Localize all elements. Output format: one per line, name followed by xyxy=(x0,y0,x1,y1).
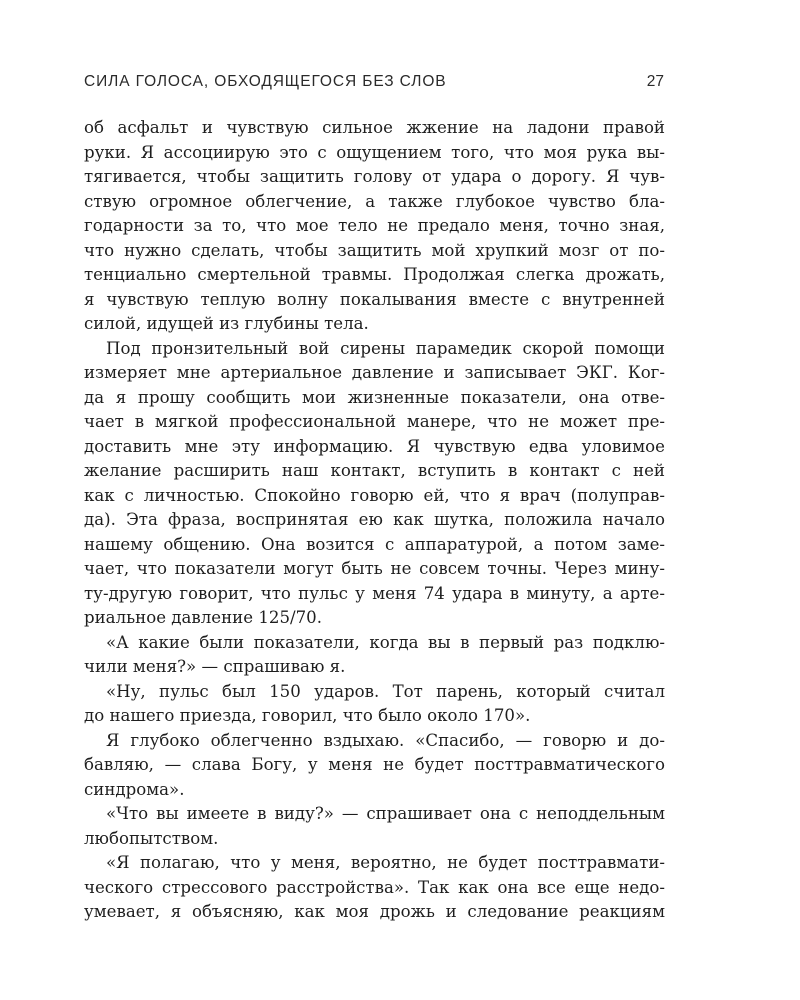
text-line: я чувствую теплую волну покалывания вместе с внутренней xyxy=(84,289,665,309)
text-line: бавляю, — слава Богу, у меня не будет посттравматического xyxy=(84,755,665,774)
text-line: Под пронзительный вой сирены парамедик скорой помощи xyxy=(106,338,665,358)
paragraph xyxy=(84,631,665,680)
body-text xyxy=(84,116,665,925)
text-line: чает в мягкой профессиональной манере, что не может пре- xyxy=(84,412,665,431)
text-line: «Ну, пульс был 150 ударов. Тот парень, который считал xyxy=(106,681,665,701)
text-line: риальное давление 125/70. xyxy=(84,608,322,627)
paragraph xyxy=(84,729,665,803)
text-line: желание расширить наш контакт, вступить в контакт с ней xyxy=(84,461,665,480)
text-line: доставить мне эту информацию. Я чувствую едва уловимое xyxy=(84,436,665,456)
text-line: нашему общению. Она возится с аппаратурой, а потом заме- xyxy=(84,534,665,554)
page-number: 27 xyxy=(646,73,664,90)
paragraph xyxy=(84,851,665,925)
text-line: умевает, я объясняю, как моя дрожь и следование реакциям xyxy=(84,902,665,921)
text-line: любопытством. xyxy=(84,828,219,848)
text-line: об асфальт и чувствую сильное жжение на ладони правой xyxy=(84,118,665,137)
text-line: синдрома». xyxy=(84,779,185,799)
text-line: тягивается, чтобы защитить голову от удара о дорогу. Я чув- xyxy=(84,167,665,186)
text-line: тенциально смертельной травмы. Продолжая слегка дрожать, xyxy=(84,265,665,284)
text-line: до нашего приезда, говорил, что было около 170». xyxy=(84,706,531,725)
text-line: «Что вы имеете в виду?» — спрашивает она с неподдельным xyxy=(106,804,665,823)
text-line: ту-другую говорит, что пульс у меня 74 удара в минуту, а арте- xyxy=(84,583,665,603)
text-line: руки. Я ассоциирую это с ощущением того, что моя рука вы- xyxy=(84,142,665,162)
running-title: СИЛА ГОЛОСА, ОБХОДЯЩЕГОСЯ БЕЗ СЛОВ xyxy=(84,73,447,90)
text-line: да). Эта фраза, воспринятая ею как шутка, положила начало xyxy=(84,510,665,529)
text-line: чает, что показатели могут быть не совсем точны. Через мину- xyxy=(84,559,665,578)
text-line: измеряет мне артериальное давление и записывает ЭКГ. Ког- xyxy=(84,363,665,382)
text-line: ствую огромное облегчение, а также глубокое чувство бла- xyxy=(84,191,665,211)
paragraph xyxy=(84,337,665,631)
paragraph xyxy=(84,680,665,729)
text-line: годарности за то, что мое тело не предало меня, точно зная, xyxy=(84,216,665,235)
text-line: «А какие были показатели, когда вы в первый раз подклю- xyxy=(106,632,665,652)
text-line: силой, идущей из глубины тела. xyxy=(84,314,369,333)
text-line: что нужно сделать, чтобы защитить мой хрупкий мозг от по- xyxy=(84,240,665,260)
text-line: ческого стрессового расстройства». Так как она все еще недо- xyxy=(84,877,665,897)
paragraph xyxy=(84,116,665,337)
text-line: Я глубоко облегченно вздыхаю. «Спасибо, — говорю и до- xyxy=(106,730,665,750)
text-line: как с личностью. Спокойно говорю ей, что я врач (полупрaв- xyxy=(84,485,665,505)
text-line: «Я полагаю, что у меня, вероятно, не будет посттравмати- xyxy=(106,853,665,872)
text-line: чили меня?» — спрашиваю я. xyxy=(84,657,346,676)
paragraph xyxy=(84,802,665,851)
text-line: да я прошу сообщить мои жизненные показатели, она отве- xyxy=(84,387,665,407)
